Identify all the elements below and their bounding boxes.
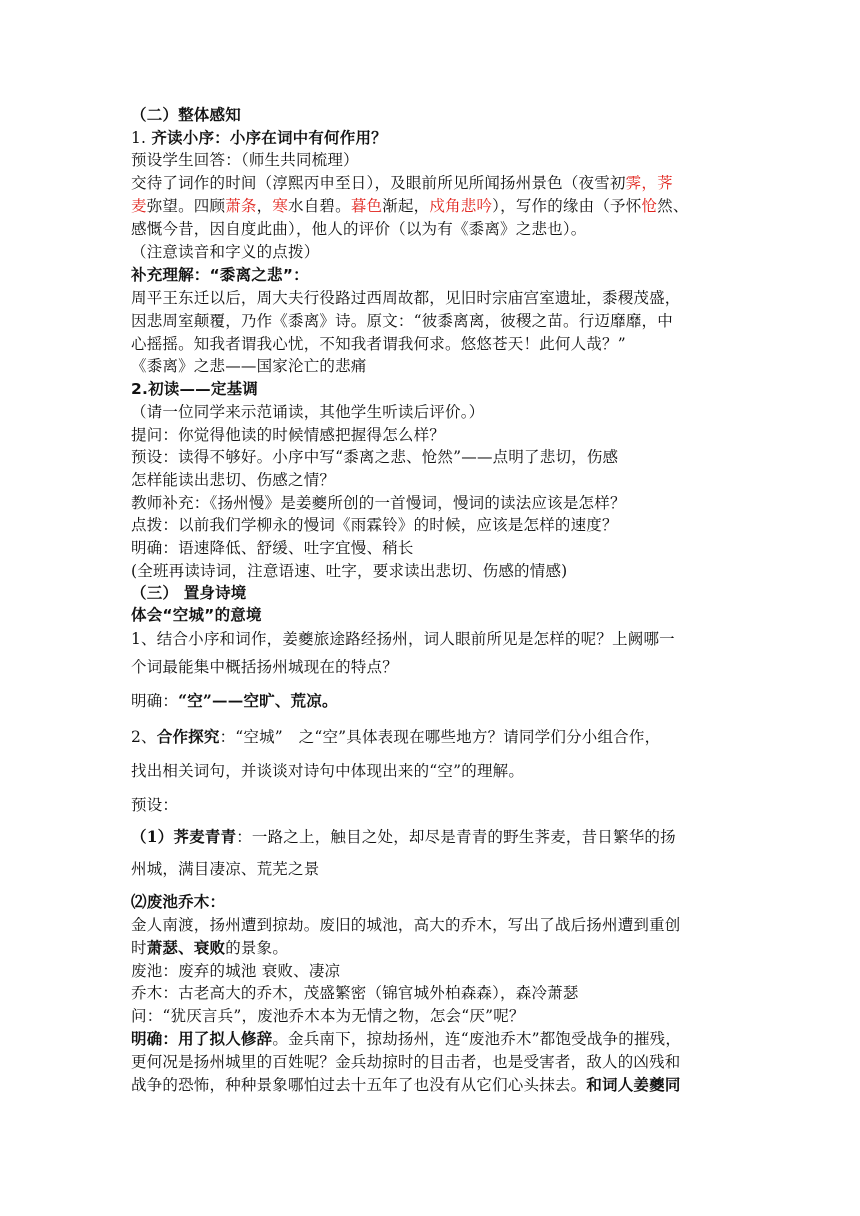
item-2-line-1: 金人南渡，扬州遭到掠劫。废旧的城池，高大的乔木，写出了战后扬州遭到重创: [131, 916, 681, 934]
supplement-line-4: 《黍离》之悲——国家沦亡的悲痛: [131, 357, 367, 375]
clarify-prefix: 明确：: [131, 692, 179, 710]
question-1-number: 1.: [131, 129, 147, 147]
highlight-chuang: 怆: [641, 197, 658, 215]
explain-text: ），写作的缘由（予怀: [492, 197, 642, 215]
item-2-text: 的景象。: [225, 939, 289, 957]
explain-line-4: （注意读音和字义的点拨）: [131, 243, 320, 261]
item-1-text: ：一路之上，触目之处，却尽是青青的野生荠麦，昔日繁华的扬: [236, 828, 676, 846]
highlight-han: 寒: [272, 197, 289, 215]
question-two-prefix: 2、: [131, 728, 157, 746]
highlight-mai: 麦: [131, 197, 147, 215]
supplement-line-2: 因悲周室颠覆，乃作《黍离》诗。原文：“彼黍离离，彼稷之苗。行迈靡靡，中: [131, 312, 673, 330]
explain-line-3: 感慨今昔，因自度此曲），他人的评价（以为有《黍离》之悲也）。: [131, 220, 587, 238]
item-1-bold: （1）荠麦青青: [131, 827, 237, 846]
item-2-text: 。金兵南下，掠劫扬州，连“废池乔木”都饱受战争的摧残，: [272, 1030, 682, 1048]
supplement-line-3: 心摇摇。知我者谓我心忧，不知我者谓我何求。悠悠苍天！此何人哉？”: [131, 335, 626, 353]
first-read-heading: 2.初读——定基调: [131, 380, 258, 398]
item-1-line-2: 州城，满目凄凉、荒芜之景: [131, 860, 320, 878]
highlight-comma: ，: [641, 174, 658, 192]
first-read-line-1: （请一位同学来示范诵读，其他学生听读后评价。）: [131, 403, 485, 421]
item-2-line-5: 问：“犹厌言兵”，废池乔木本为无情之物，怎会“厌”呢？: [131, 1007, 525, 1025]
question-one-line-1: 1、结合小序和词作，姜夔旅途路经扬州，词人眼前所见是怎样的呢？上阙哪一: [131, 630, 675, 648]
explain-line-2: [131, 195, 741, 217]
item-2-line-3: 废池：废弃的城池 衰败、凄凉: [131, 962, 341, 980]
explain-text: ，: [256, 197, 273, 215]
question-two-line-1: [131, 726, 741, 748]
item-2-line-2: [131, 937, 741, 959]
question-1-label: 齐读小序：小序在词中有何作用？: [151, 128, 387, 147]
item-2-line-8: [131, 1074, 741, 1096]
clarify-bold: “空”——空旷、荒凉。: [178, 691, 338, 710]
item-2-text: 战争的恐怖，种种景象哪怕过去十五年了也没有从它们心头抹去。: [131, 1076, 587, 1094]
explain-text: 水自碧。: [288, 197, 351, 215]
item-2-clarify-bold: 明确：用了拟人修辞: [131, 1030, 273, 1048]
item-2-line-6: [131, 1028, 741, 1050]
clarify-empty: [131, 690, 741, 712]
first-read-line-8: (全班再读诗词，注意语速、吐字，要求读出悲切、伤感的情感): [131, 562, 568, 580]
item-2-line-4: 乔木：古老高大的乔木，茂盛繁密（锦官城外柏森森），森冷萧瑟: [131, 984, 579, 1002]
item-2-bold: 萧瑟、衰败: [146, 939, 226, 957]
question-one-line-2: 个词最能集中概括扬州城现在的特点？: [131, 658, 398, 676]
explain-text: 渐起，: [382, 197, 430, 215]
preset-label: 预设：: [131, 796, 179, 814]
first-read-line-7: 明确：语速降低、舒缓、吐字宜慢、稍长: [131, 539, 414, 557]
highlight-xiaotiao: 萧条: [225, 197, 257, 215]
first-read-line-3: 预设：读得不够好。小序中写“黍离之悲、怆然”——点明了悲切，伤感: [131, 448, 619, 466]
section-3-heading: （三） 置身诗境: [131, 583, 247, 602]
section-2-heading: （二）整体感知: [131, 105, 241, 124]
first-read-line-6: 点拨：以前我们学柳永的慢词《雨霖铃》的时候，应该是怎样的速度？: [131, 516, 618, 534]
question-two-bold: 合作探究: [156, 727, 220, 746]
supplement-heading: 补充理解：“黍离之悲”：: [131, 266, 309, 284]
question-two-line-2: 找出相关词句，并谈谈对诗句中体现出来的“空”的理解。: [131, 762, 525, 780]
item-2-heading: ⑵废池乔木：: [131, 893, 226, 911]
preset-answer: 预设学生回答：（师生共同梳理）: [131, 151, 359, 169]
first-read-line-2: 提问：你觉得他读的时候情感把握得怎么样？: [131, 426, 446, 444]
empty-city-heading: 体会“空城”的意境: [131, 606, 262, 624]
explain-text: 弥望。四顾: [146, 197, 226, 215]
first-read-line-5: 教师补充：《扬州慢》是姜夔所创的一首慢词，慢词的读法应该是怎样？: [131, 494, 626, 512]
highlight-ji: 霁: [625, 174, 642, 192]
question-1: [131, 127, 741, 149]
highlight-shujiao: 戍角悲吟: [429, 197, 493, 215]
item-2-tail-bold: 和词人姜夔同: [586, 1076, 681, 1094]
supplement-line-1: 周平王东迁以后，周大夫行役路过西周故都，见旧时宗庙宫室遗址，黍稷茂盛，: [131, 289, 681, 307]
item-2-line-7: 更何况是扬州城里的百姓呢？金兵劫掠时的目击者，也是受害者，敌人的凶残和: [131, 1053, 681, 1071]
explain-line-1: [131, 172, 741, 194]
item-1-line-1: [131, 826, 741, 848]
highlight-muse: 暮色: [350, 197, 383, 215]
highlight-ji-mai: 荠: [657, 174, 673, 192]
item-2-text: 时: [131, 939, 147, 957]
question-two-text: ：“空城” 之“空”具体表现在哪些地方？请同学们分小组合作，: [219, 728, 661, 746]
explain-text: 交待了词作的时间（淳熙丙申至日），及眼前所见所闻扬州景色（夜雪初: [131, 174, 626, 192]
explain-text: 然、: [657, 197, 689, 215]
first-read-line-4: 怎样能读出悲切、伤感之情？: [131, 471, 336, 489]
